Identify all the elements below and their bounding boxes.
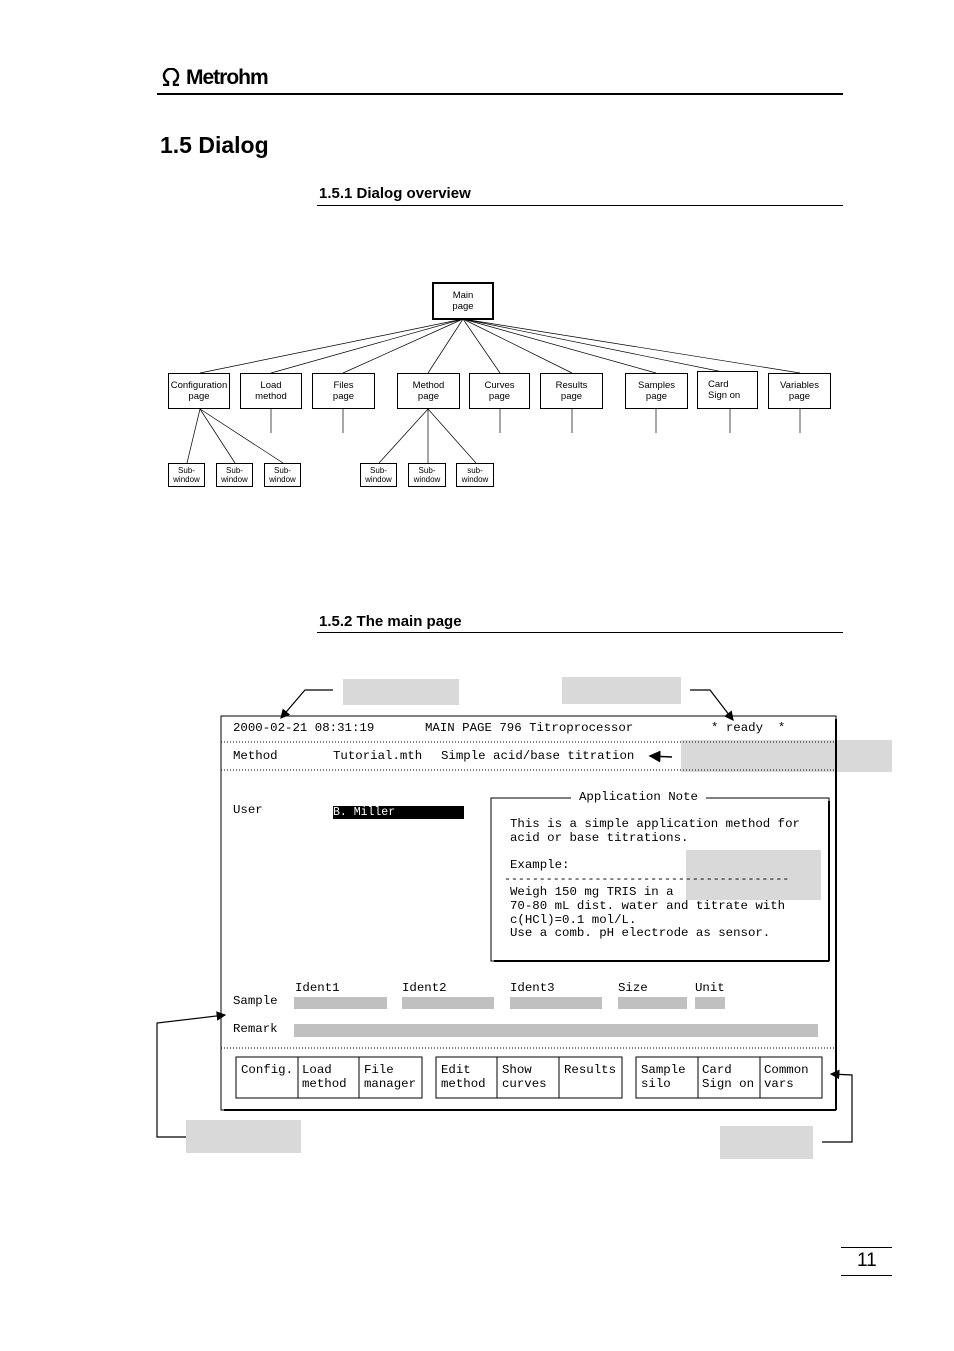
diagram-results-page: Results page <box>540 373 603 409</box>
diagram-curves-page: Curves page <box>469 373 530 409</box>
subsection-title-main-page: 1.5.2 The main page <box>319 613 462 630</box>
unit-field[interactable] <box>695 997 725 1009</box>
diagram-load-method: Load method <box>240 373 302 409</box>
ident3-field[interactable] <box>510 997 602 1009</box>
sample-label: Sample <box>233 994 278 1008</box>
app-note-divider: ----------------------------------------- <box>504 873 790 886</box>
ident-header: Ident3 <box>510 981 555 995</box>
method-description: Simple acid/base titration <box>441 749 635 763</box>
diagram-method-subwindow: Sub- window <box>360 463 397 487</box>
screen-datetime: 2000-02-21 08:31:19 <box>233 721 375 735</box>
load-method-button[interactable]: Load method <box>302 1063 347 1091</box>
diagram-files-page: Files page <box>312 373 375 409</box>
logo-text: Metrohm <box>186 66 268 89</box>
page-number-rule <box>841 1247 892 1248</box>
ident-header: Size <box>618 981 648 995</box>
ident1-field[interactable] <box>294 997 387 1009</box>
show-curves-button[interactable]: Show curves <box>502 1063 547 1091</box>
size-field[interactable] <box>618 997 687 1009</box>
method-file[interactable]: Tutorial.mth <box>333 749 423 763</box>
app-note-title: Application Note <box>571 791 706 805</box>
user-label: User <box>233 803 263 817</box>
diagram-method-page: Method page <box>397 373 460 409</box>
config-button[interactable]: Config. <box>241 1063 294 1077</box>
diagram-card-sign-on: Card Sign on <box>697 371 758 409</box>
diagram-config-subwindow: Sub- window <box>264 463 301 487</box>
app-note-line: Use a comb. pH electrode as sensor. <box>510 926 771 940</box>
app-note-line: Example: <box>510 858 570 872</box>
sample-silo-button[interactable]: Sample silo <box>641 1063 686 1091</box>
method-label: Method <box>233 749 278 763</box>
page-number-rule <box>841 1275 892 1276</box>
diagram-samples-page: Samples page <box>625 373 688 409</box>
screen-title: MAIN PAGE 796 Titroprocessor <box>425 721 634 735</box>
user-input[interactable]: B. Miller <box>333 806 464 819</box>
diagram-variables-page: Variables page <box>768 373 831 409</box>
app-note-line: acid or base titrations. <box>510 831 689 845</box>
diagram-configuration-page: Configuration page <box>168 373 230 409</box>
page-number: 11 <box>857 1250 877 1271</box>
diagram-method-subwindow: Sub- window <box>408 463 446 487</box>
diagram-config-subwindow: Sub- window <box>168 463 205 487</box>
app-note-line: This is a simple application method for <box>510 817 800 831</box>
app-note-line: Weigh 150 mg TRIS in a <box>510 885 674 899</box>
ident-header: Ident1 <box>295 981 340 995</box>
diagram-method-subwindow: sub- window <box>456 463 494 487</box>
remark-label: Remark <box>233 1022 278 1036</box>
app-note-line: 70-80 mL dist. water and titrate with <box>510 899 786 913</box>
edit-method-button[interactable]: Edit method <box>441 1063 486 1091</box>
ident2-field[interactable] <box>402 997 494 1009</box>
ident-header: Ident2 <box>402 981 447 995</box>
section-title: 1.5 Dialog <box>160 132 269 158</box>
app-note-line: c(HCl)=0.1 mol/L. <box>510 913 637 927</box>
subsection-title-overview: 1.5.1 Dialog overview <box>319 185 471 202</box>
results-button[interactable]: Results <box>564 1063 617 1077</box>
ident-header: Unit <box>695 981 725 995</box>
diagram-config-subwindow: Sub- window <box>216 463 253 487</box>
screen-status: * ready * <box>711 721 786 735</box>
card-sign-on-button[interactable]: Card Sign on <box>702 1063 755 1091</box>
diagram-main-page: Main page <box>432 282 494 320</box>
file-manager-button[interactable]: File manager <box>364 1063 417 1091</box>
common-vars-button[interactable]: Common vars <box>764 1063 809 1091</box>
remark-field[interactable] <box>294 1024 818 1037</box>
